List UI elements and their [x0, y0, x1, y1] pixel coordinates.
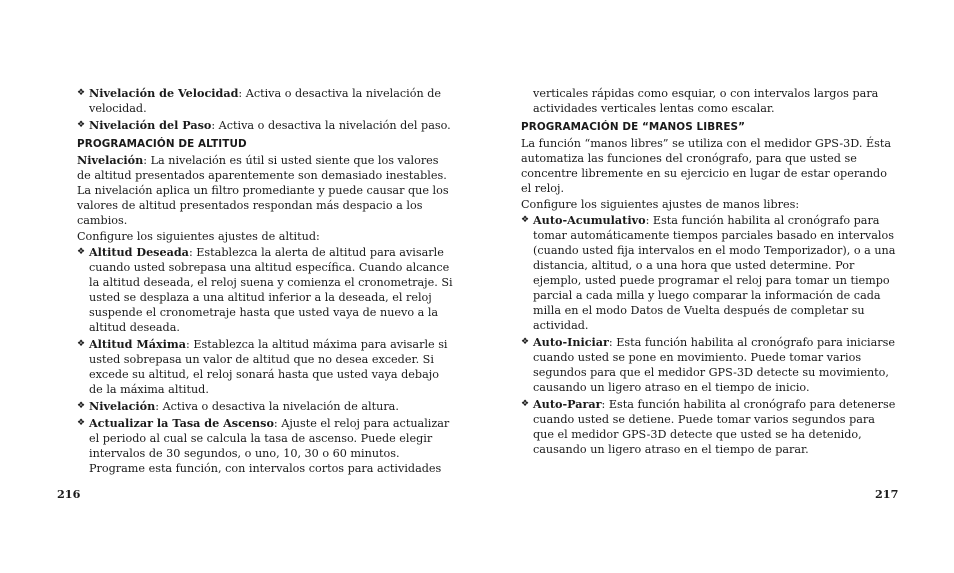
diamond-bullet-icon: ❖	[77, 418, 86, 428]
bullet-item	[77, 245, 453, 335]
bullet-item	[521, 213, 897, 333]
continued-text: verticales rápidas como esquiar, o con intervalos largos para actividades verticales lentas como escalar.	[533, 87, 879, 115]
bullet-term: Altitud Máxima	[89, 337, 187, 351]
bullet-term: Actualizar la Tasa de Ascenso	[89, 416, 274, 430]
bullet-text: : Establezca la alerta de altitud para avisarle cuando usted sobrepasa una altitud específica. Cuando alcance la altitud deseada, el reloj suena y comienza el cronometraje. Si usted se desplaza a una altitud inferior a la deseada, el reloj suspende el cronometraje hasta que usted vaya de nuevo a la altitud deseada.	[89, 246, 453, 334]
paragraph	[77, 153, 453, 228]
bullet-term: Auto-Parar	[533, 397, 602, 411]
diamond-bullet-icon: ❖	[77, 120, 86, 130]
bullet-term: Altitud Deseada	[89, 245, 189, 259]
paragraph: La función “manos libres” se utiliza con el medidor GPS-3D. Ésta automatiza las funciones del cronógrafo, para que usted se concentre libremente en su ejercicio en lugar de estar operando el reloj.	[521, 137, 892, 195]
paragraph-term: Nivelación	[77, 153, 144, 167]
left-page-column	[77, 86, 453, 478]
bullet-text: : Esta función habilita al cronógrafo para detenerse cuando usted se detiene. Puede tomar varios segundos para que el medidor GPS-3D detecte que usted se ha detenido, causando un ligero atraso en el tiempo de parar.	[533, 398, 896, 456]
bullet-text: : Esta función habilita al cronógrafo para tomar automáticamente tiempos parciales basado en intervalos (cuando usted fija intervalos en el modo Temporizador), o a una distancia, altitud, o a una hora que usted determine. Por ejemplo, usted puede programar el reloj para tomar un tiempo parcial a cada milla y luego comparar la información de cada milla en el modo Datos de Vuelta después de completar su actividad.	[533, 214, 896, 332]
bullet-term: Nivelación del Paso	[89, 118, 212, 132]
diamond-bullet-icon: ❖	[521, 215, 530, 225]
diamond-bullet-icon: ❖	[521, 399, 530, 409]
bullet-text: : Esta función habilita al cronógrafo para iniciarse cuando usted se pone en movimiento. Puede tomar varios segundos para que el medidor GPS-3D detecte su movimiento, causando un ligero atraso en el tiempo de inicio.	[533, 336, 895, 394]
bullet-text: : Ajuste el reloj para actualizar el periodo al cual se calcula la tasa de ascenso. Puede elegir intervalos de 30 segundos, o uno, 10, 30 o 60 minutos. Programe esta función, con intervalos cortos para actividades	[89, 417, 450, 475]
paragraph: Configure los siguientes ajustes de manos libres:	[521, 198, 800, 211]
section-heading-hands-free: PROGRAMACIÓN DE “MANOS LIBRES”	[521, 121, 746, 133]
bullet-term: Nivelación	[89, 399, 156, 413]
paragraph: Configure los siguientes ajustes de altitud:	[77, 230, 320, 243]
bullet-term: Auto-Acumulativo	[533, 213, 646, 227]
bullet-item	[77, 416, 453, 476]
diamond-bullet-icon: ❖	[77, 247, 86, 257]
bullet-text: : Activa o desactiva la nivelación de velocidad.	[89, 87, 441, 115]
diamond-bullet-icon: ❖	[521, 337, 530, 347]
bullet-item	[77, 118, 453, 133]
bullet-term: Nivelación de Velocidad	[89, 86, 239, 100]
paragraph-text: : La nivelación es útil si usted siente que los valores de altitud presentados aparentemente son demasiado inestables. La nivelación aplica un filtro promediante y puede causar que los valores de altitud presentados respondan más despacio a los cambios.	[77, 154, 449, 227]
bullet-text: : Activa o desactiva la nivelación de altura.	[155, 400, 399, 413]
section-heading-altitude: PROGRAMACIÓN DE ALTITUD	[77, 138, 247, 150]
diamond-bullet-icon: ❖	[77, 401, 86, 411]
right-page-column	[521, 86, 897, 459]
bullet-text: : Establezca la altitud máxima para avisarle si usted sobrepasa un valor de altitud que no desea exceder. Si excede su altitud, el reloj sonará hasta que usted vaya debajo de la máxima altitud.	[89, 338, 448, 396]
bullet-item	[521, 335, 897, 395]
bullet-term: Auto-Iniciar	[533, 335, 609, 349]
diamond-bullet-icon: ❖	[77, 339, 86, 349]
page-number-right: 217	[875, 487, 899, 501]
page-number-left: 216	[57, 487, 81, 501]
bullet-item	[77, 337, 453, 397]
bullet-item	[521, 397, 897, 457]
diamond-bullet-icon: ❖	[77, 88, 86, 98]
bullet-item	[77, 86, 453, 116]
bullet-item	[77, 399, 453, 414]
bullet-text: : Activa o desactiva la nivelación del paso.	[211, 119, 451, 132]
